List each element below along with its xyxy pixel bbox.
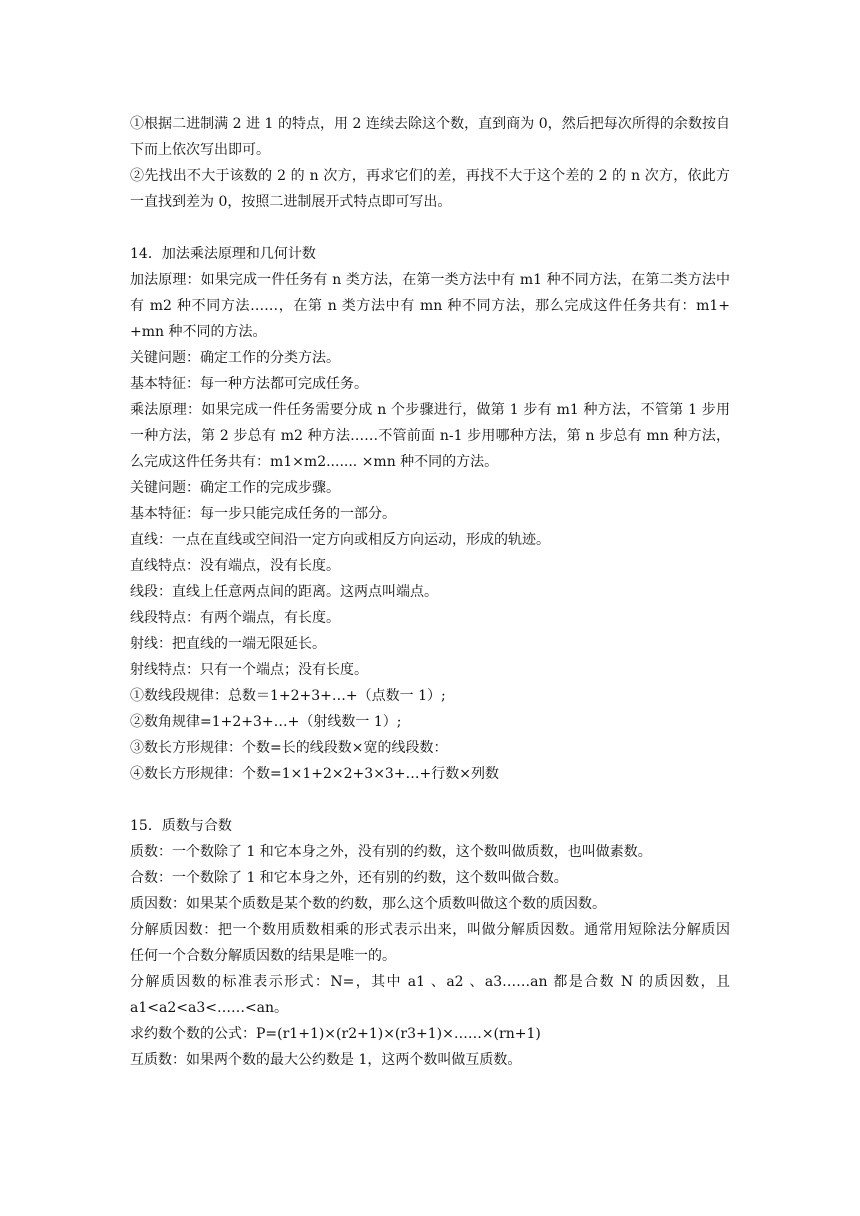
paragraph-line: 关键问题：确定工作的完成步骤。	[130, 480, 340, 496]
paragraph-line: 分解质因数：把一个数用质数相乘的形式表示出来，叫做分解质因数。通常用短除法分解质因	[130, 922, 730, 938]
paragraph-line: ①根据二进制满 2 进 1 的特点，用 2 连续去除这个数，直到商为 0，然后把每次所得的余数按自	[130, 116, 730, 132]
paragraph-line: 求约数个数的公式：P=(r1+1)×(r2+1)×(r3+1)×……×(rn+1)	[130, 1026, 541, 1042]
paragraph-line: ④数长方形规律：个数=1×1+2×2+3×3+…+行数×列数	[130, 766, 500, 782]
paragraph-line: 任何一个合数分解质因数的结果是唯一的。	[130, 948, 396, 964]
document-body	[130, 111, 730, 1073]
section-spacer	[130, 215, 730, 241]
paragraph-line: 直线：一点在直线或空间沿一定方向或相反方向运动，形成的轨迹。	[130, 532, 550, 548]
paragraph-line: 合数：一个数除了 1 和它本身之外，还有别的约数，这个数叫做合数。	[130, 870, 568, 886]
paragraph-line: ②先找出不大于该数的 2 的 n 次方，再求它们的差，再找不大于这个差的 2 的 n 次方，依此方	[130, 168, 730, 184]
paragraph-line: 下而上依次写出即可。	[130, 142, 270, 158]
paragraph-line: 一种方法，第 2 步总有 m2 种方法……不管前面 n-1 步用哪种方法，第 n 步总有 mn 种方法，	[130, 428, 730, 444]
paragraph-line: ②数角规律=1+2+3+…+（射线数一 1）;	[130, 714, 402, 730]
paragraph-line: 分解质因数的标准表示形式：N=，其中 a1 、a2 、a3……an 都是合数 N 的质因数，且	[130, 974, 730, 990]
paragraph-line: 基本特征：每一种方法都可完成任务。	[130, 376, 368, 392]
paragraph-line: 基本特征：每一步只能完成任务的一部分。	[130, 506, 396, 522]
section-spacer	[130, 787, 730, 813]
paragraph-line: 直线特点：没有端点，没有长度。	[130, 558, 340, 574]
paragraph-line: 射线特点：只有一个端点；没有长度。	[130, 662, 368, 678]
paragraph-line: 射线：把直线的一端无限延长。	[130, 636, 326, 652]
paragraph-line: 乘法原理：如果完成一件任务需要分成 n 个步骤进行，做第 1 步有 m1 种方法，不管第 1 步用	[130, 402, 730, 418]
paragraph-line: 加法原理：如果完成一件任务有 n 类方法，在第一类方法中有 m1 种不同方法，在第二类方法中	[130, 272, 730, 288]
paragraph-line: ①数线段规律：总数＝1+2+3+…+（点数一 1）;	[130, 688, 446, 704]
paragraph-line: 么完成这件任务共有：m1×m2....... ×mn 种不同的方法。	[130, 454, 499, 470]
paragraph-line: 线段特点：有两个端点，有长度。	[130, 610, 340, 626]
paragraph-line: 有 m2 种不同方法……，在第 n 类方法中有 mn 种不同方法，那么完成这件任务共有：m1+	[130, 298, 730, 314]
paragraph-line: 线段：直线上任意两点间的距离。这两点叫端点。	[130, 584, 438, 600]
paragraph-line: 一直找到差为 0，按照二进制展开式特点即可写出。	[130, 194, 452, 210]
paragraph-line: +mn 种不同的方法。	[130, 324, 267, 340]
paragraph-line: ③数长方形规律：个数=长的线段数×宽的线段数：	[130, 740, 448, 756]
section-14-title: 14．加法乘法原理和几何计数	[130, 246, 316, 262]
paragraph-line: 关键问题：确定工作的分类方法。	[130, 350, 340, 366]
paragraph-line: 互质数：如果两个数的最大公约数是 1，这两个数叫做互质数。	[130, 1052, 522, 1068]
paragraph-line: 质数：一个数除了 1 和它本身之外，没有别的约数，这个数叫做质数，也叫做素数。	[130, 844, 652, 860]
paragraph-line: a1<a2<a3<……<an。	[130, 1000, 289, 1016]
paragraph-line: 质因数：如果某个质数是某个数的约数，那么这个质数叫做这个数的质因数。	[130, 896, 606, 912]
section-15-title: 15．质数与合数	[130, 818, 232, 834]
